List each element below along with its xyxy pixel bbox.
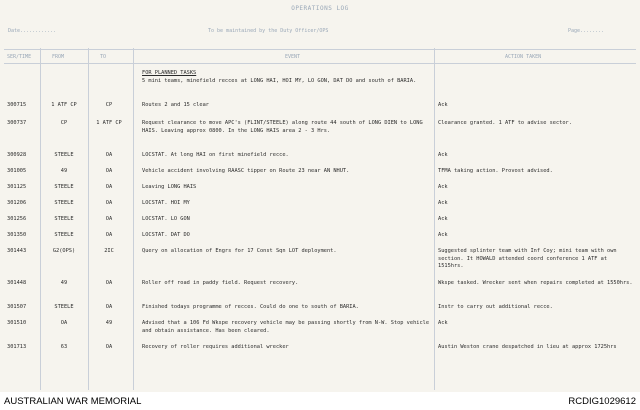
row-to: OA bbox=[105, 184, 113, 190]
row-from: G2(OPS) bbox=[52, 248, 76, 254]
column-divider bbox=[88, 48, 89, 390]
row-time: 301256 bbox=[7, 216, 27, 222]
row-action: Ack bbox=[438, 152, 448, 158]
archive-id: RCDIG1029612 bbox=[568, 396, 636, 407]
row-to: OA bbox=[105, 344, 113, 350]
col-header-event: EVENT bbox=[285, 54, 301, 60]
row-action: Ack bbox=[438, 320, 448, 326]
row-action: Clearance granted. 1 ATF to advise sector. bbox=[438, 120, 572, 126]
archive-name: AUSTRALIAN WAR MEMORIAL bbox=[4, 396, 142, 407]
row-time: 301350 bbox=[7, 232, 27, 238]
row-from: STEELE bbox=[54, 232, 74, 238]
page-label: Page........ bbox=[568, 28, 605, 34]
col-header-to: TO bbox=[100, 54, 107, 60]
row-event: Finished todays programme of recces. Could do one to south of BARIA. bbox=[142, 304, 359, 310]
row-from: STEELE bbox=[54, 200, 74, 206]
col-header-action: ACTION TAKEN bbox=[505, 54, 542, 60]
column-divider bbox=[434, 48, 435, 390]
row-time: 300737 bbox=[7, 120, 27, 126]
row-action: Ack bbox=[438, 184, 448, 190]
row-event: LOCSTAT. LO GON bbox=[142, 216, 190, 222]
row-from: CP bbox=[60, 120, 68, 126]
row-action: Suggested splinter team with Inf Coy; mini team with own section. It HOWALD attended coord conference 1 ATF at 1515hrs. bbox=[438, 248, 617, 269]
row-time: 300715 bbox=[7, 102, 27, 108]
row-time: 300928 bbox=[7, 152, 27, 158]
row-from: STEELE bbox=[54, 184, 74, 190]
row-event: Request clearance to move APC's (FLINT/STEELE) along route 44 south of LONG DIEN to LONG HAIS. Leaving approx 0800. In the LONG HAIS area 2 - 3 Hrs. bbox=[142, 120, 423, 134]
intro-heading: FOR PLANNED TASKS bbox=[142, 70, 197, 76]
row-from: 49 bbox=[60, 168, 68, 174]
row-time: 301005 bbox=[7, 168, 27, 174]
row-time: 301206 bbox=[7, 200, 27, 206]
row-action: Ack bbox=[438, 216, 448, 222]
row-to: 49 bbox=[105, 320, 113, 326]
row-event: LOCSTAT. HOI MY bbox=[142, 200, 190, 206]
row-to: OA bbox=[105, 168, 113, 174]
row-from: 63 bbox=[60, 344, 68, 350]
header-rule-top bbox=[4, 49, 636, 50]
row-from: STEELE bbox=[54, 152, 74, 158]
log-title: OPERATIONS LOG bbox=[291, 5, 349, 12]
row-to: OA bbox=[105, 304, 113, 310]
instruction-text: To be maintained by the Duty Officer/OPS bbox=[208, 28, 329, 34]
intro-text: 5 mini teams, minefield recces at LONG HAI, HOI MY, LO GON, DAT DO and south of BARIA. bbox=[142, 78, 417, 84]
row-time: 301507 bbox=[7, 304, 27, 310]
row-to: 2IC bbox=[104, 248, 114, 254]
row-event: Leaving LONG HAIS bbox=[142, 184, 197, 190]
row-event: LOCSTAT. DAT DO bbox=[142, 232, 190, 238]
row-to: OA bbox=[105, 280, 113, 286]
row-time: 301443 bbox=[7, 248, 27, 254]
column-divider bbox=[40, 48, 41, 390]
row-time: 301510 bbox=[7, 320, 27, 326]
row-action: Ack bbox=[438, 232, 448, 238]
row-event: Query on allocation of Engrs for 17 Const Sqn LOT deployment. bbox=[142, 248, 337, 254]
row-to: 1 ATF CP bbox=[96, 120, 122, 126]
row-action: TFMA taking action. Provost advised. bbox=[438, 168, 553, 174]
row-from: STEELE bbox=[54, 216, 74, 222]
date-label: Date............ bbox=[8, 28, 57, 34]
row-to: OA bbox=[105, 216, 113, 222]
archive-footer bbox=[0, 392, 640, 410]
header-rule-bottom bbox=[4, 63, 636, 64]
col-header-time: SER/TIME bbox=[7, 54, 32, 60]
row-event: Recovery of roller requires additional wrecker bbox=[142, 344, 289, 350]
row-event: Roller off road in paddy field. Request recovery. bbox=[142, 280, 299, 286]
row-action: Instr to carry out additional recce. bbox=[438, 304, 553, 310]
col-header-from: FROM bbox=[52, 54, 65, 60]
column-divider bbox=[133, 48, 134, 390]
row-event: Routes 2 and 15 clear bbox=[142, 102, 209, 108]
row-event: LOCSTAT. At long HAI on first minefield recce. bbox=[142, 152, 289, 158]
row-event: Advised that a 106 Fd Wkspe recovery vehicle may be passing shortly from N-W. Stop vehicle and obtain assistance. Has been cleared. bbox=[142, 320, 430, 334]
row-to: CP bbox=[105, 102, 113, 108]
row-time: 301125 bbox=[7, 184, 27, 190]
row-action: Ack bbox=[438, 102, 448, 108]
row-to: OA bbox=[105, 152, 113, 158]
row-to: OA bbox=[105, 232, 113, 238]
row-action: Ack bbox=[438, 200, 448, 206]
row-time: 301448 bbox=[7, 280, 27, 286]
row-from: 49 bbox=[60, 280, 68, 286]
row-action: Wkspe tasked. Wrecker sent when repairs completed at 1550hrs. bbox=[438, 280, 633, 286]
row-from: OA bbox=[60, 320, 68, 326]
row-action: Austin Weston crane despatched in lieu at approx 1725hrs bbox=[438, 344, 617, 350]
row-event: Vehicle accident involving RAASC tipper on Route 23 near AN NHUT. bbox=[142, 168, 350, 174]
row-from: STEELE bbox=[54, 304, 74, 310]
row-from: 1 ATF CP bbox=[51, 102, 77, 108]
row-time: 301713 bbox=[7, 344, 27, 350]
row-to: OA bbox=[105, 200, 113, 206]
